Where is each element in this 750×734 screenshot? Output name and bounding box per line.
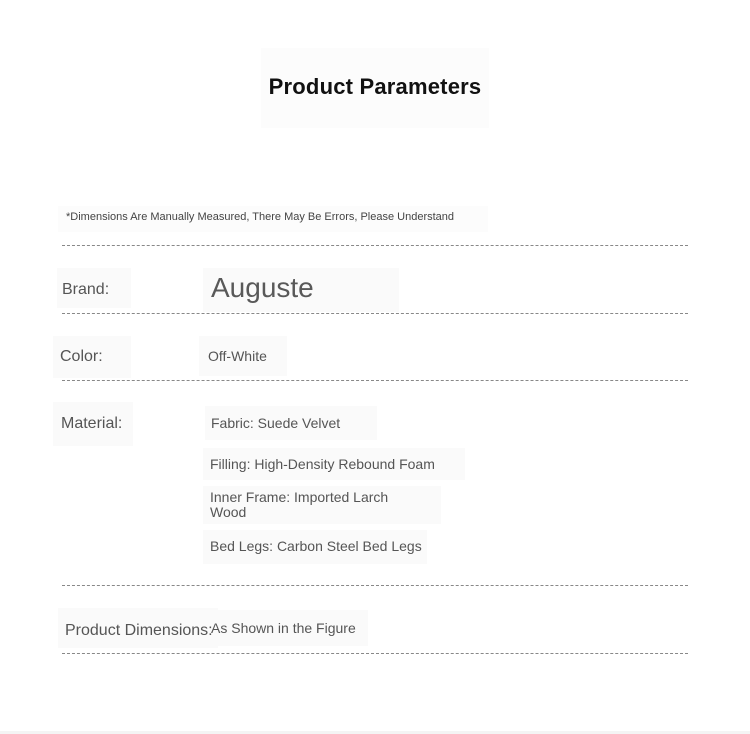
material-item-fabric: Fabric: Suede Velvet (211, 415, 341, 431)
divider (62, 380, 688, 381)
material-label: Material: (61, 415, 123, 432)
dimensions-value: As Shown in the Figure (211, 620, 356, 636)
divider (62, 585, 688, 586)
material-item-inner-frame: Inner Frame: Imported Larch Wood (210, 489, 389, 520)
brand-label: Brand: (62, 281, 110, 298)
color-value: Off-White (208, 348, 267, 364)
color-label: Color: (60, 348, 103, 365)
divider (62, 245, 688, 246)
brand-value: Auguste (211, 272, 314, 303)
material-item-filling: Filling: High-Density Rebound Foam (210, 456, 435, 472)
divider (62, 313, 688, 314)
divider (62, 653, 688, 654)
material-item-bed-legs: Bed Legs: Carbon Steel Bed Legs (210, 538, 422, 554)
dimensions-label: Product Dimensions: (65, 622, 213, 639)
page-title: Product Parameters (268, 74, 482, 99)
measurement-note: *Dimensions Are Manually Measured, There May Be Errors, Please Understand (66, 211, 455, 223)
